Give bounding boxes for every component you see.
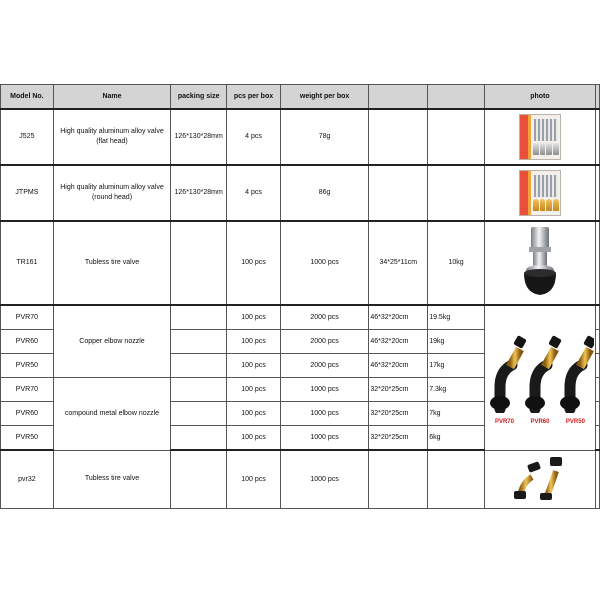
cell-weight: 1000 pcs [280, 450, 369, 509]
cell-box-weight: 7.3kg [428, 378, 485, 402]
cell-name: Tubless tire valve [53, 221, 170, 305]
cell-size [369, 165, 428, 221]
cell-model: PVR60 [1, 402, 54, 426]
cell-packing [171, 378, 227, 402]
pvr-label: PVR50 [565, 418, 585, 425]
table-row [1, 305, 600, 330]
cell-packing [171, 305, 227, 330]
photo-tr161 [484, 221, 595, 305]
cell-weight: 1000 pcs [280, 378, 369, 402]
cell-model: PVR50 [1, 354, 54, 378]
cell-weight: 1000 pcs [280, 426, 369, 451]
cell-size: 32*20*25cm [369, 402, 428, 426]
cell-box-weight [428, 450, 485, 509]
cell-pcs: 100 pcs [227, 426, 281, 451]
header-packing-size: packing size [171, 85, 227, 110]
cell-name-compound-elbow: compound metal elbow nozzle [53, 378, 170, 451]
cell-pcs: 100 pcs [227, 450, 281, 509]
cell-pcs: 100 pcs [227, 330, 281, 354]
pvr-label: PVR60 [530, 418, 550, 425]
metal-tubeless-valve-icon [515, 223, 565, 299]
cell-name: High quality aluminum alloy valve (round head) [53, 165, 170, 221]
header-overflow [595, 85, 599, 110]
photo-jtpms [484, 165, 595, 221]
header-blank-2 [428, 85, 485, 110]
cell-size: 32*20*25cm [369, 378, 428, 402]
cell-weight: 2000 pcs [280, 330, 369, 354]
cell-size [369, 109, 428, 165]
rubber-elbow-valve-icon [486, 329, 594, 413]
cell-model: J525 [1, 109, 54, 165]
photo-j525 [484, 109, 595, 165]
cell-size: 34*25*11cm [369, 221, 428, 305]
cell-name: Tubless tire valve [53, 450, 170, 509]
valve-retail-pack-icon [519, 114, 561, 160]
cell-packing: 126*130*28mm [171, 109, 227, 165]
header-blank-1 [369, 85, 428, 110]
cell-name-copper-elbow: Copper elbow nozzle [53, 305, 170, 378]
cell-size: 46*32*20cm [369, 305, 428, 330]
cell-size: 46*32*20cm [369, 354, 428, 378]
cell-weight: 2000 pcs [280, 354, 369, 378]
cell-packing [171, 426, 227, 451]
cell-weight: 1000 pcs [280, 402, 369, 426]
product-spec-table [0, 84, 600, 509]
cell-pcs: 4 pcs [227, 109, 281, 165]
cell-model: PVR60 [1, 330, 54, 354]
cell-box-weight [428, 165, 485, 221]
cell-weight: 2000 pcs [280, 305, 369, 330]
cell-box-weight: 6kg [428, 426, 485, 451]
table-row [1, 221, 600, 305]
cell-packing [171, 450, 227, 509]
valve-retail-pack-icon [519, 170, 561, 216]
header-name: Name [53, 85, 170, 110]
cell-model: TR161 [1, 221, 54, 305]
cell-model: PVR70 [1, 305, 54, 330]
cell-packing [171, 354, 227, 378]
photo-pvr-elbows [484, 305, 595, 450]
cell-size: 32*20*25cm [369, 426, 428, 451]
cell-box-weight: 19kg [428, 330, 485, 354]
table-row [1, 109, 600, 165]
cell-box-weight: 17kg [428, 354, 485, 378]
cell-name: High quality aluminum alloy valve (flat head) [53, 109, 170, 165]
cell-packing [171, 330, 227, 354]
photo-pvr32 [484, 450, 595, 509]
cell-box-weight: 19.5kg [428, 305, 485, 330]
cell-packing [171, 402, 227, 426]
cell-pcs: 100 pcs [227, 354, 281, 378]
cell-weight: 78g [280, 109, 369, 165]
header-photo: photo [484, 85, 595, 110]
cell-packing: 126*130*28mm [171, 165, 227, 221]
table-row [1, 165, 600, 221]
table-header-row [1, 85, 600, 110]
cell-model: JTPMS [1, 165, 54, 221]
table-row [1, 450, 600, 509]
cell-pcs: 100 pcs [227, 305, 281, 330]
pvr-label: PVR70 [494, 418, 514, 425]
cell-weight: 1000 pcs [280, 221, 369, 305]
cell-pcs: 4 pcs [227, 165, 281, 221]
cell-packing [171, 221, 227, 305]
cell-model: PVR50 [1, 426, 54, 451]
cell-size [369, 450, 428, 509]
cell-pcs: 100 pcs [227, 378, 281, 402]
header-weight-per-box: weight per box [280, 85, 369, 110]
cell-weight: 86g [280, 165, 369, 221]
pvr-photo-labels [495, 417, 585, 427]
header-pcs-per-box: pcs per box [227, 85, 281, 110]
angled-brass-valve-icon [510, 453, 570, 501]
cell-pcs: 100 pcs [227, 402, 281, 426]
cell-size: 46*32*20cm [369, 330, 428, 354]
cell-model: pvr32 [1, 450, 54, 509]
header-model: Model No. [1, 85, 54, 110]
cell-box-weight: 10kg [428, 221, 485, 305]
cell-model: PVR70 [1, 378, 54, 402]
cell-box-weight [428, 109, 485, 165]
cell-pcs: 100 pcs [227, 221, 281, 305]
cell-box-weight: 7kg [428, 402, 485, 426]
